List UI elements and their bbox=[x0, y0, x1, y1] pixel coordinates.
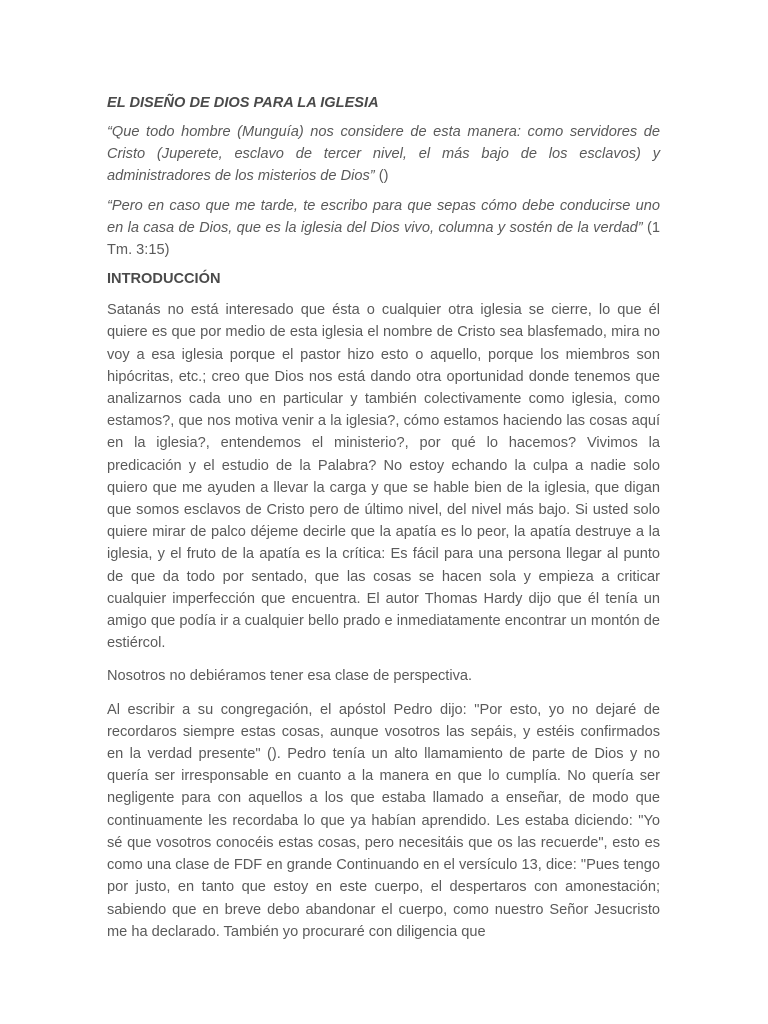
section-heading-introduccion: INTRODUCCIÓN bbox=[107, 271, 221, 288]
epigraph-quote-2-reference: (1 Tm. 3:15) bbox=[107, 219, 661, 259]
body-paragraph: Satanás no está interesado que ésta o cualquier otra iglesia se cierre, lo que él quiere es que por medio de esta iglesia el nombre de Cristo sea blasfemado, mira no voy a esa iglesia porque el pastor hizo esto o aquello, porque los miembros son hipócritas, etc.; creo que Dios nos está dando otra oportunidad donde tenemos que analizarnos cada uno en particular y también colectivamente como iglesia, como estamos?, que nos motiva venir a la iglesia?, cómo estamos haciendo las cosas aquí en la iglesia?, entendemos el ministerio?, por qué lo hacemos? Vivimos la predicación y el estudio de la Palabra? No estoy echando la culpa a nadie solo quiero que me ayuden a llevar la carga y que se hable bien de la iglesia, que digan que somos esclavos de Cristo pero de último nivel, del nivel más bajo. Si usted solo quiere mirar de palco déjeme decirle que la apatía es lo peor, la apatía destruye a la iglesia, y el fruto de la apatía es la crítica: Es fácil para una persona llegar al punto de que da todo por sentado, que las cosas se hacen sola y empieza a criticar cualquier imperfección que encuentra. El autor Thomas Hardy dijo que él tenía un amigo que podía ir a cualquier bello prado e inmediatamente encontrar un montón de estiércol. bbox=[107, 302, 660, 652]
epigraph-quote-2 bbox=[107, 195, 660, 262]
epigraph-quote-1-text: “Que todo hombre (Munguía) nos considere de esta manera: como servidores de Cristo (Juperete, esclavo de tercer nivel, el más bajo de los esclavos) y administradores de los misterios de Dios” bbox=[107, 124, 660, 185]
document-title: EL DISEÑO DE DIOS PARA LA IGLESIA bbox=[107, 95, 379, 111]
epigraph-quote-2-text: “Pero en caso que me tarde, te escribo para que sepas cómo debe conducirse uno en la casa de Dios, que es la iglesia del Dios vivo, columna y sostén de la verdad” bbox=[107, 197, 660, 236]
epigraph-quote-1 bbox=[107, 121, 660, 188]
body-paragraph: Nosotros no debiéramos tener esa clase de perspectiva. bbox=[107, 668, 473, 685]
document-content bbox=[107, 92, 660, 954]
body-paragraph: Al escribir a su congregación, el apóstol Pedro dijo: "Por esto, yo no dejaré de recordaros siempre estas cosas, aunque vosotros las sepáis, y estéis confirmados en la verdad presente" (). Pedro tenía un alto llamamiento de parte de Dios y no quería ser irresponsable en cuanto a la manera en que lo cumplía. No quería ser negligente para con aquellos a los que estaba llamado a enseñar, de modo que continuamente les recordaba lo que ya habían aprendido. Les estaba diciendo: "Yo sé que vosotros conocéis estas cosas, pero necesitáis que os las recuerde", esto es como una clase de FDF en grande Continuando en el versículo 13, dice: "Pues tengo por justo, en tanto que estoy en este cuerpo, el despertaros con amonestación; sabiendo que en breve debo abandonar el cuerpo, como nuestro Señor Jesucristo me ha declarado. También yo procuraré con diligencia que bbox=[107, 701, 660, 940]
epigraph-quote-1-reference: () bbox=[374, 168, 389, 185]
